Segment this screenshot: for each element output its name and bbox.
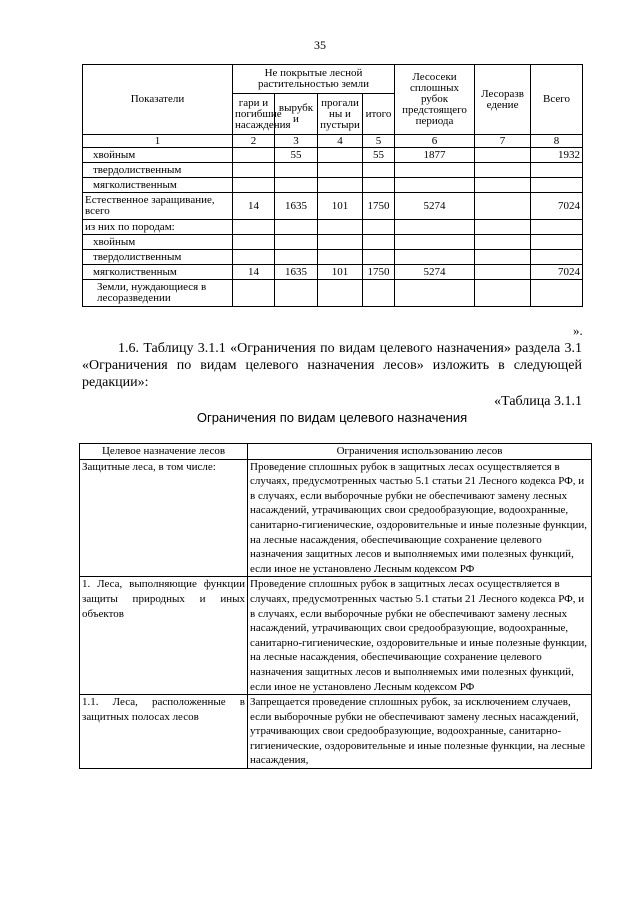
- table-row: [80, 695, 592, 769]
- header-burned: гари и погибшие насаждения: [233, 94, 275, 135]
- col-number: 7: [475, 135, 531, 148]
- cell: 1750: [363, 265, 395, 280]
- cell: [363, 235, 395, 250]
- cell: 14: [233, 265, 275, 280]
- col-number: 1: [83, 135, 233, 148]
- cell: [395, 163, 475, 178]
- header-total: итого: [363, 94, 395, 135]
- page-number: 35: [314, 38, 326, 52]
- quote-close: ».: [573, 323, 583, 338]
- header-reforestation: Лесоразв едение: [475, 65, 531, 135]
- purpose-cell: 1.1. Леса, расположенные в защитных полосах лесов: [80, 695, 248, 769]
- col-number: 3: [275, 135, 318, 148]
- cell: [363, 250, 395, 265]
- row-label: хвойным: [83, 235, 233, 250]
- header-felling-areas: Лесосеки сплошных рубок предстоящего периода: [395, 65, 475, 135]
- cell: [318, 250, 363, 265]
- cell: 5274: [395, 265, 475, 280]
- table-row: [83, 235, 583, 250]
- cell: [395, 178, 475, 193]
- table-row: [80, 459, 592, 577]
- cell: [475, 265, 531, 280]
- cell: [475, 178, 531, 193]
- column-numbers-row: [83, 135, 583, 148]
- table-row: [83, 220, 583, 235]
- restriction-cell: Проведение сплошных рубок в защитных лесах осуществляется в случаях, предусмотренных частью 5.1 статьи 21 Лесного кодекса РФ, и в случаях, если выборочные рубки не обеспечивают замену лесных насаждений, утрачивающих свои средообразующие, водоохранные, санитарно-гигиенические, оздоровительные и иные полезные функции, на лесные насаждения, обеспечивающие сохранение целевого назначения защитных лесов и выполняемых ими полезных функций, если иное не установлено Лесным кодексом РФ: [248, 459, 592, 577]
- cell: [531, 163, 583, 178]
- cell: [475, 280, 531, 307]
- cell: [233, 148, 275, 163]
- cell: [275, 220, 318, 235]
- cell: 1635: [275, 265, 318, 280]
- cell: [318, 163, 363, 178]
- cell: [531, 250, 583, 265]
- cell: [475, 220, 531, 235]
- table-reference: «Таблица 3.1.1: [494, 394, 582, 409]
- cell: 1635: [275, 193, 318, 220]
- restrictions-table: [79, 443, 592, 769]
- cell: [475, 193, 531, 220]
- cell: [363, 220, 395, 235]
- amendment-paragraph: 1.6. Таблицу 3.1.1 «Ограничения по видам целевого назначения» раздела 3.1 «Ограничения по видам целевого назначения лесов» изложить в следующей редакции»:: [82, 341, 582, 390]
- cell: [363, 178, 395, 193]
- cell: 1932: [531, 148, 583, 163]
- cell: 1877: [395, 148, 475, 163]
- row-label: Земли, нуждающиеся в лесоразведении: [83, 280, 233, 307]
- row-label: мягколиственным: [83, 265, 233, 280]
- row-label: мягколиственным: [83, 178, 233, 193]
- cell: [233, 178, 275, 193]
- cell: [275, 280, 318, 307]
- header-purpose: Целевое назначение лесов: [80, 444, 248, 460]
- cell: 14: [233, 193, 275, 220]
- cell: [475, 163, 531, 178]
- col-number: 6: [395, 135, 475, 148]
- table-row: [83, 178, 583, 193]
- row-label: Естественное заращивание, всего: [83, 193, 233, 220]
- cell: [475, 235, 531, 250]
- row-label: хвойным: [83, 148, 233, 163]
- header-restrictions: Ограничения использованию лесов: [248, 444, 592, 460]
- cell: [275, 250, 318, 265]
- cell: [395, 235, 475, 250]
- row-label: из них по породам:: [83, 220, 233, 235]
- cell: [233, 163, 275, 178]
- table-title: Ограничения по видам целевого назначения: [196, 410, 468, 425]
- cell: [233, 280, 275, 307]
- restriction-cell: Запрещается проведение сплошных рубок, за исключением случаев, если выборочные рубки не обеспечивают замену лесных насаждений, утрачивающих свои средообразующие, водоохранные, санитарно-гигиенические, оздоровительные и иные полезные функции, на лесные насаждения,: [248, 695, 592, 769]
- cell: 7024: [531, 193, 583, 220]
- purpose-cell: Защитные леса, в том числе:: [80, 459, 248, 577]
- cell: [318, 235, 363, 250]
- cell: [318, 148, 363, 163]
- table-row: [83, 265, 583, 280]
- cell: [233, 235, 275, 250]
- cell: [395, 250, 475, 265]
- cell: [318, 178, 363, 193]
- cell: [318, 280, 363, 307]
- land-indicators-table: [82, 64, 583, 307]
- cell: [275, 178, 318, 193]
- cell: [363, 280, 395, 307]
- cell: 55: [275, 148, 318, 163]
- cell: 55: [363, 148, 395, 163]
- row-label: твердолиственным: [83, 163, 233, 178]
- cell: 7024: [531, 265, 583, 280]
- header-clearings: прогали ны и пустыри: [318, 94, 363, 135]
- row-label: твердолиственным: [83, 250, 233, 265]
- cell: 101: [318, 193, 363, 220]
- cell: [318, 220, 363, 235]
- header-cuttings: вырубк и: [275, 94, 318, 135]
- cell: 5274: [395, 193, 475, 220]
- cell: [233, 220, 275, 235]
- table-row: [83, 250, 583, 265]
- table-row: [80, 577, 592, 695]
- cell: [233, 250, 275, 265]
- cell: [275, 235, 318, 250]
- cell: 101: [318, 265, 363, 280]
- cell: [531, 235, 583, 250]
- cell: 1750: [363, 193, 395, 220]
- table-row: [83, 280, 583, 307]
- table-row: [83, 148, 583, 163]
- col-number: 8: [531, 135, 583, 148]
- table-row: [83, 193, 583, 220]
- cell: [363, 163, 395, 178]
- header-indicators: Показатели: [83, 65, 233, 135]
- header-all: Всего: [531, 65, 583, 135]
- purpose-cell: 1. Леса, выполняющие функции защиты природных и иных объектов: [80, 577, 248, 695]
- cell: [475, 148, 531, 163]
- cell: [275, 163, 318, 178]
- table-header-row: [80, 444, 592, 460]
- restriction-cell: Проведение сплошных рубок в защитных лесах осуществляется в случаях, предусмотренных частью 5.1 статьи 21 Лесного кодекса РФ, и в случаях, если выборочные рубки не обеспечивают замену лесных насаждений, утрачивающих свои средообразующие, водоохранные, санитарно-гигиенические, оздоровительные и иные полезные функции, на лесные насаждения, обеспечивающие сохранение целевого назначения защитных лесов и выполняемых ими полезных функций, если иное не установлено Лесным кодексом РФ: [248, 577, 592, 695]
- cell: [531, 220, 583, 235]
- col-number: 4: [318, 135, 363, 148]
- col-number: 2: [233, 135, 275, 148]
- table-row: [83, 163, 583, 178]
- cell: [395, 280, 475, 307]
- cell: [475, 250, 531, 265]
- cell: [531, 280, 583, 307]
- cell: [395, 220, 475, 235]
- header-not-covered-group: Не покрытые лесной растительностью земли: [233, 65, 395, 94]
- table-header-row: [83, 65, 583, 94]
- col-number: 5: [363, 135, 395, 148]
- cell: [531, 178, 583, 193]
